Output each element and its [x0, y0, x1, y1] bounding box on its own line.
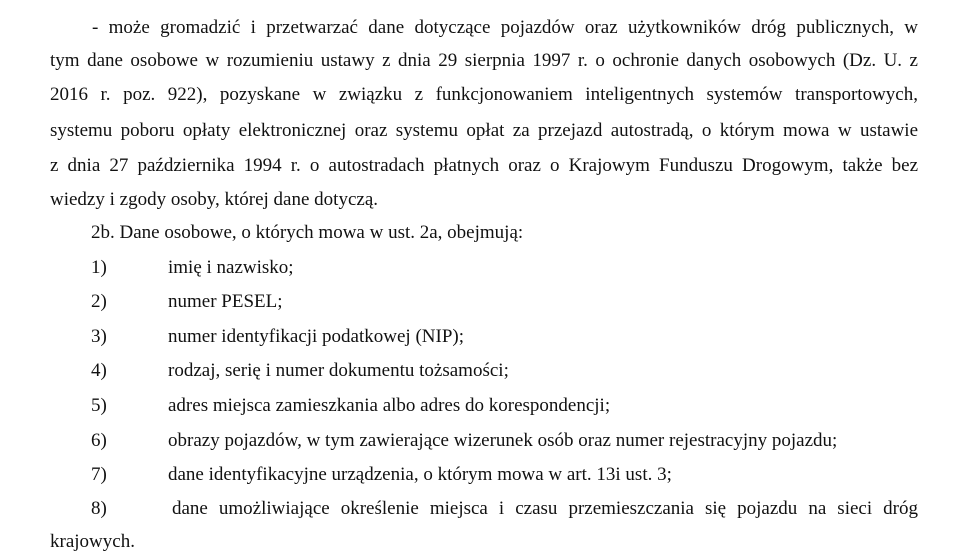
list-item-number: 7): [91, 464, 107, 485]
paragraph-line: 2016 r. poz. 922), pozyskane w związku z funkcjonowaniem inteligentnych systemów transportowych,: [50, 84, 918, 105]
list-item-continuation: krajowych.: [50, 531, 135, 552]
list-item-number: 2): [91, 291, 107, 312]
list-item-text: adres miejsca zamieszkania albo adres do korespondencji;: [168, 395, 611, 416]
list-item-number: 6): [91, 430, 107, 451]
list-item-text: obrazy pojazdów, w tym zawierające wizerunek osób oraz numer rejestracyjny pojazdu;: [168, 430, 838, 451]
list-item-text: dane umożliwiające określenie miejsca i czasu przemieszczania się pojazdu na sieci dróg: [172, 498, 918, 519]
list-item-text: rodzaj, serię i numer dokumentu tożsamości;: [168, 360, 509, 381]
list-item-number: 8): [91, 498, 107, 519]
paragraph-line: wiedzy i zgody osoby, której dane dotyczą.: [50, 189, 379, 210]
paragraph-line: tym dane osobowe w rozumieniu ustawy z dnia 29 sierpnia 1997 r. o ochronie danych osobowych (Dz. U. z: [50, 50, 918, 71]
list-item-number: 5): [91, 395, 107, 416]
list-item-text: imię i nazwisko;: [168, 257, 294, 278]
list-item-number: 1): [91, 257, 107, 278]
list-item-text: numer PESEL;: [168, 291, 283, 312]
paragraph-2b-heading: 2b. Dane osobowe, o których mowa w ust. 2a, obejmują:: [91, 222, 524, 243]
paragraph-line: systemu poboru opłaty elektronicznej oraz systemu opłat za przejazd autostradą, o którym mowa w ustawie: [50, 120, 918, 141]
list-item-text: numer identyfikacji podatkowej (NIP);: [168, 326, 465, 347]
list-item-text: dane identyfikacyjne urządzenia, o którym mowa w art. 13i ust. 3;: [168, 464, 672, 485]
list-item-number: 3): [91, 326, 107, 347]
paragraph-line: z dnia 27 października 1994 r. o autostradach płatnych oraz o Krajowym Funduszu Drogowym, także bez: [50, 155, 918, 176]
list-item-number: 4): [91, 360, 107, 381]
paragraph-line: - może gromadzić i przetwarzać dane dotyczące pojazdów oraz użytkowników dróg publicznych, w: [92, 17, 918, 38]
